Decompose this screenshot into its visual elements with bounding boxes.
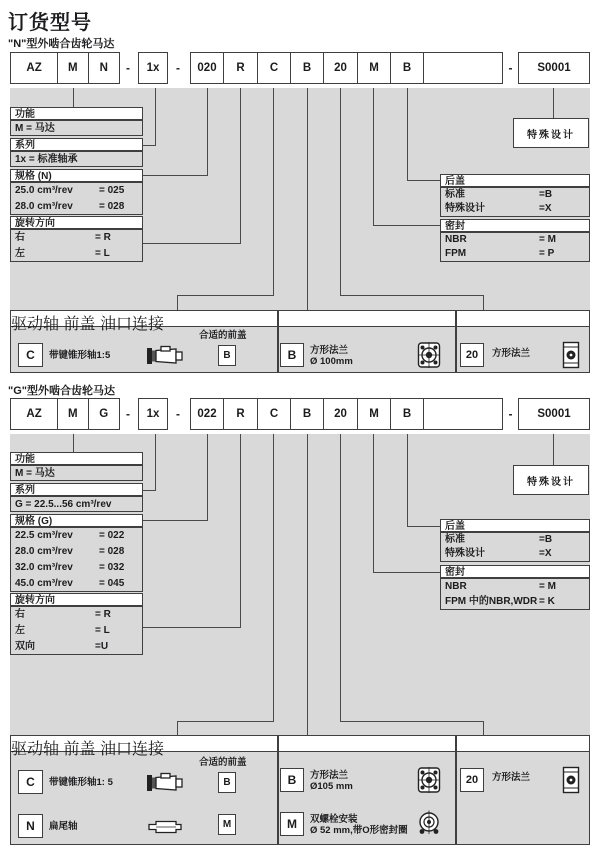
section1-subtitle: "N"型外啮合齿轮马达 (8, 38, 115, 50)
code-cell: M (58, 53, 88, 83)
front-cover-code-box: B (280, 343, 304, 367)
front-cover-sublabel: Ø105 mm (310, 781, 353, 792)
rear-cover-table-rows (440, 532, 590, 562)
connector-segment (407, 526, 440, 527)
code-separator: - (126, 61, 130, 75)
connector-segment (143, 520, 208, 521)
code-separator: - (176, 61, 180, 75)
table-row: 22.5 cm³/rev = 022 (15, 530, 125, 541)
connector-segment (155, 88, 156, 146)
front-cover-header: 前盖 (63, 316, 96, 333)
table-row: 45.0 cm³/rev = 045 (15, 578, 125, 589)
connector-segment (177, 295, 178, 310)
connector-segment (340, 88, 341, 296)
section2-subtitle: "G"型外啮合齿轮马达 (8, 385, 115, 397)
connector-segment (483, 295, 484, 310)
table-row: FPM = P (445, 248, 555, 259)
connector-segment (340, 434, 341, 722)
code-cell: AZ (11, 399, 58, 429)
connector-segment (373, 434, 374, 573)
suitable-cover-code-box: B (218, 345, 236, 366)
code-group-special (518, 398, 590, 430)
table-row: FPM 中的NBR,WDR = K (445, 596, 555, 607)
suitable-cover-code-box: B (218, 772, 236, 793)
tapered-keyed-shaft-icon (145, 344, 185, 368)
code-cell: R (224, 399, 258, 429)
table-row: M = 马达 (15, 468, 55, 479)
code-cell: 022 (191, 399, 224, 429)
function-table-rows (10, 465, 143, 481)
bottom-table-header-band (11, 736, 589, 758)
port-connection-header: 油口连接 (99, 316, 164, 333)
column-divider (455, 736, 457, 844)
front-cover-label: 方形法兰 (310, 770, 349, 781)
connector-segment (73, 88, 74, 107)
connector-segment (177, 721, 178, 735)
suitable-cover-code-box: M (218, 814, 236, 835)
code-cell: 020 (191, 53, 224, 83)
code-cell: 20 (324, 399, 358, 429)
flat-tail-shaft-icon (147, 818, 183, 836)
suitable-front-cover-label: 合适的前盖 (199, 330, 247, 341)
size-table-header: 规格 (N) (10, 169, 143, 182)
connector-segment (143, 175, 208, 176)
connector-segment (143, 145, 156, 146)
column-divider (277, 311, 279, 372)
table-row: 右 = R (15, 609, 111, 620)
code-cell: AZ (11, 53, 58, 83)
rear-cover-table-rows (440, 187, 590, 217)
port-flange-icon (562, 766, 580, 794)
series-table-header: 系列 (10, 483, 143, 496)
code-cell: C (258, 399, 291, 429)
code-cell: M (58, 399, 88, 429)
connector-segment (177, 295, 274, 296)
code-cell: B (291, 399, 324, 429)
connector-segment (143, 627, 241, 628)
special-design-box: 特殊设计 (513, 118, 589, 148)
rotation-table-rows (10, 229, 143, 262)
column-divider (455, 311, 457, 372)
special-design-box: 特殊设计 (513, 465, 589, 495)
front-cover-label: 方形法兰 (310, 345, 349, 356)
code-separator: - (176, 407, 180, 421)
table-row: 特殊设计 =X (445, 548, 552, 559)
square-flange-icon (417, 341, 441, 369)
code-cell-empty (424, 399, 502, 429)
code-cell: 1x (146, 62, 160, 74)
table-row: G = 22.5...56 cm³/rev (15, 499, 112, 510)
port-code-box: 20 (460, 768, 484, 792)
code-cell: B (391, 53, 424, 83)
connector-segment (340, 295, 484, 296)
code-cell: M (358, 399, 391, 429)
connector-segment (307, 434, 308, 735)
column-divider (277, 736, 279, 844)
series-table-rows (10, 151, 143, 167)
code-group-main (190, 52, 503, 84)
function-table-header: 功能 (10, 107, 143, 120)
seal-table-rows (440, 578, 590, 610)
size-table-rows (10, 527, 143, 592)
shaft-code-box: C (18, 343, 43, 367)
code-separator: - (126, 407, 130, 421)
table-row: 双向 =U (15, 641, 109, 652)
code-cell: G (99, 408, 109, 420)
table-row: 右 = R (15, 232, 111, 243)
connector-segment (553, 88, 554, 118)
code-group-prefix (10, 398, 120, 430)
code-cell-empty (424, 53, 502, 83)
table-row: 28.0 cm³/rev = 028 (15, 546, 125, 557)
shaft-label: 带键锥形轴1:5 (49, 350, 111, 361)
port-label: 方形法兰 (492, 772, 531, 783)
bottom-table-header-band (11, 311, 589, 333)
code-group-main (190, 398, 503, 430)
shaft-label: 扁尾轴 (49, 821, 78, 832)
port-label: 方形法兰 (492, 348, 531, 359)
code-cell: R (224, 53, 258, 83)
connector-segment (240, 88, 241, 244)
front-cover-sublabel: Ø 52 mm,带O形密封圈 (310, 825, 408, 836)
code-cell: B (291, 53, 324, 83)
table-row: 28.0 cm³/rev = 028 (15, 201, 125, 212)
table-row: 标准 =B (445, 534, 553, 545)
tapered-keyed-shaft-icon (145, 771, 185, 795)
code-cell: N (99, 62, 108, 74)
connector-segment (407, 88, 408, 181)
front-cover-header: 前盖 (63, 741, 96, 758)
seal-table-header: 密封 (440, 219, 590, 232)
series-table-header: 系列 (10, 138, 143, 151)
code-group-prefix (10, 52, 120, 84)
front-cover-code-box: M (280, 812, 304, 836)
code-group-series (138, 52, 168, 84)
table-row: 25.0 cm³/rev = 025 (15, 185, 125, 196)
connector-segment (373, 88, 374, 226)
code-cell: B (391, 399, 424, 429)
table-row: NBR = M (445, 234, 556, 245)
connector-segment (155, 434, 156, 491)
port-flange-icon (562, 341, 580, 369)
connector-segment (553, 434, 554, 465)
connector-segment (307, 88, 308, 310)
page-title: 订货型号 (8, 12, 92, 34)
size-table-rows (10, 182, 143, 215)
seal-table-rows (440, 232, 590, 262)
connector-segment (273, 434, 274, 722)
table-row: 左 = L (15, 625, 110, 636)
shaft-label: 带键锥形轴1: 5 (49, 777, 113, 788)
port-code-box: 20 (460, 343, 484, 367)
connector-segment (207, 88, 208, 176)
table-row: 标准 =B (445, 189, 553, 200)
drive-shaft-header: 驱动轴 (11, 741, 60, 758)
size-table-header: 规格 (G) (10, 514, 143, 527)
front-cover-label: 双螺栓安装 (310, 814, 358, 825)
table-row: 左 = L (15, 248, 110, 259)
rear-cover-table-header: 后盖 (440, 519, 590, 532)
suitable-front-cover-label: 合适的前盖 (199, 757, 247, 768)
code-cell: 1x (146, 408, 160, 420)
square-flange-icon (417, 766, 441, 794)
connector-segment (143, 243, 241, 244)
connector-segment (407, 434, 408, 527)
code-group-special (518, 52, 590, 84)
code-cell: M (358, 53, 391, 83)
code-cell: S0001 (537, 62, 571, 74)
table-row: M = 马达 (15, 123, 55, 134)
two-bolt-mount-icon (417, 810, 441, 838)
function-table-rows (10, 120, 143, 136)
connector-segment (143, 490, 156, 491)
connector-segment (373, 572, 440, 573)
code-cell: S0001 (537, 408, 571, 420)
rear-cover-table-header: 后盖 (440, 174, 590, 187)
shaft-code-box: N (18, 814, 43, 838)
code-cell: 20 (324, 53, 358, 83)
rotation-table-header: 旋转方向 (10, 216, 143, 229)
front-cover-sublabel: Ø 100mm (310, 356, 353, 367)
connector-segment (407, 180, 440, 181)
rotation-table-rows (10, 606, 143, 655)
code-group-series (138, 398, 168, 430)
connector-segment (207, 434, 208, 521)
code-separator: - (508, 407, 513, 421)
series-table-rows (10, 496, 143, 512)
table-row: NBR = M (445, 581, 556, 592)
function-table-header: 功能 (10, 452, 143, 465)
connector-segment (340, 721, 484, 722)
connector-segment (273, 88, 274, 296)
shaft-code-box: C (18, 770, 43, 794)
connector-segment (73, 434, 74, 452)
seal-table-header: 密封 (440, 565, 590, 578)
connector-segment (240, 434, 241, 628)
table-row: 1x = 标准轴承 (15, 154, 78, 165)
front-cover-code-box: B (280, 768, 304, 792)
drive-shaft-header: 驱动轴 (11, 316, 60, 333)
connector-segment (373, 225, 440, 226)
code-cell: C (258, 53, 291, 83)
connector-segment (177, 721, 274, 722)
connector-segment (483, 721, 484, 735)
port-connection-header: 油口连接 (99, 741, 164, 758)
table-row: 32.0 cm³/rev = 032 (15, 562, 125, 573)
code-separator: - (508, 61, 513, 75)
rotation-table-header: 旋转方向 (10, 593, 143, 606)
table-row: 特殊设计 =X (445, 203, 552, 214)
